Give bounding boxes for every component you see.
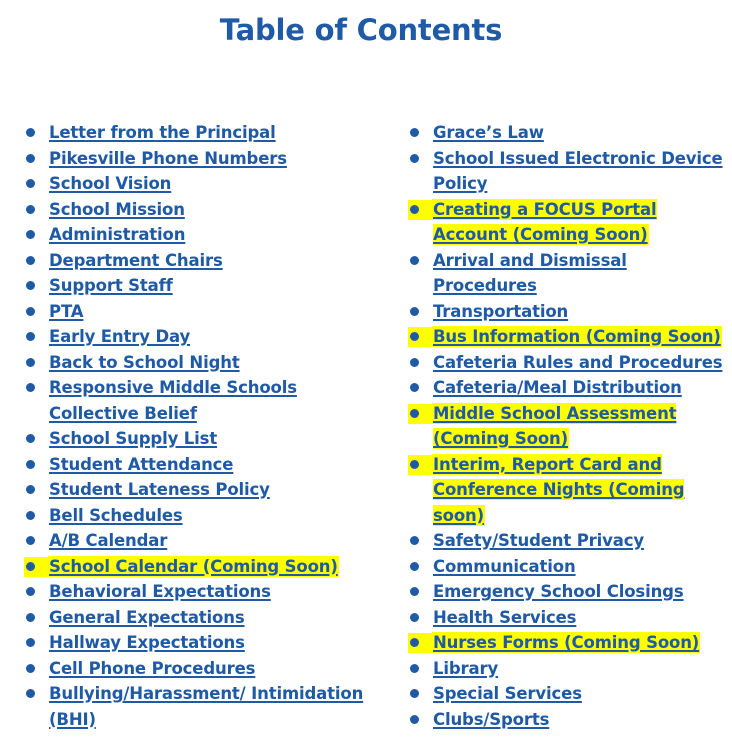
toc-item [24,605,364,631]
toc-item [24,299,364,325]
bullet-icon [26,179,35,188]
bullet-icon [26,664,35,673]
bullet-icon [26,613,35,622]
bullet-icon [26,587,35,596]
bullet-icon [410,383,419,392]
bullet-icon [410,536,419,545]
toc-link-cell-phone-procedures[interactable]: Cell Phone Procedures [49,658,256,678]
toc-item [24,248,364,274]
toc-link-back-to-school-night[interactable]: Back to School Night [49,352,240,372]
toc-link-pikesville-phone-numbers[interactable]: Pikesville Phone Numbers [49,148,287,168]
toc-link-safety-student-privacy[interactable]: Safety/Student Privacy [433,531,644,550]
toc-list-left [24,120,364,732]
bullet-icon [26,689,35,698]
toc-link-health-services[interactable]: Health Services [433,607,577,627]
toc-link-bullying-harassment-intimidation-bhi[interactable]: Bullying/Harassment/ Intimidation (BHI) [49,684,364,729]
toc-item [408,375,728,401]
toc-item [408,579,728,605]
toc-item [408,656,728,682]
toc-item [408,605,728,631]
toc-link-hallway-expectations[interactable]: Hallway Expectations [49,633,245,652]
bullet-icon [410,638,419,647]
toc-link-behavioral-expectations[interactable]: Behavioral Expectations [49,582,271,601]
toc-item [24,171,364,197]
toc-link-emergency-school-closings[interactable]: Emergency School Closings [433,582,684,601]
bullet-icon [410,332,419,341]
toc-item [408,452,728,529]
toc-item [24,146,364,172]
toc-item [24,273,364,299]
toc-link-middle-school-assessment-coming-soon[interactable]: Middle School Assessment (Coming Soon) [433,403,677,448]
bullet-icon [26,511,35,520]
toc-link-nurses-forms-coming-soon[interactable]: Nurses Forms (Coming Soon) [433,633,700,652]
toc-link-support-staff[interactable]: Support Staff [49,276,173,295]
toc-link-communication[interactable]: Communication [433,556,576,576]
bullet-icon [26,205,35,214]
bullet-icon [26,281,35,290]
bullet-icon [410,613,419,622]
toc-link-school-calendar-coming-soon[interactable]: School Calendar (Coming Soon) [49,556,338,576]
bullet-icon [410,358,419,367]
bullet-icon [26,230,35,239]
toc-item [24,452,364,478]
toc-link-responsive-middle-schools-collective-belief[interactable]: Responsive Middle Schools Collective Belief [49,378,297,423]
toc-link-arrival-and-dismissal-procedures[interactable]: Arrival and Dismissal Procedures [433,250,627,295]
bullet-icon [410,409,419,418]
toc-item [408,350,728,376]
bullet-icon [410,128,419,137]
bullet-icon [410,205,419,214]
toc-item [408,146,728,197]
bullet-icon [410,715,419,724]
toc-link-student-attendance[interactable]: Student Attendance [49,454,234,474]
toc-link-school-issued-electronic-device-policy[interactable]: School Issued Electronic Device Policy [433,148,723,193]
toc-link-transportation[interactable]: Transportation [433,301,569,321]
toc-item [408,120,728,146]
bullet-icon [410,256,419,265]
toc-item [24,579,364,605]
bullet-icon [26,307,35,316]
toc-link-cafeteria-rules-and-procedures[interactable]: Cafeteria Rules and Procedures [433,352,723,372]
toc-item [24,350,364,376]
page-title: Table of Contents [219,13,503,47]
toc-link-department-chairs[interactable]: Department Chairs [49,250,223,270]
toc-item [24,503,364,529]
toc-item [408,528,728,554]
toc-item [24,656,364,682]
toc-link-school-mission[interactable]: School Mission [49,199,185,219]
bullet-icon [26,256,35,265]
toc-item [24,528,364,554]
bullet-icon [26,154,35,163]
toc-link-school-supply-list[interactable]: School Supply List [49,429,218,448]
toc-item [24,554,364,580]
bullet-icon [410,154,419,163]
toc-link-library[interactable]: Library [433,658,499,678]
bullet-icon [410,587,419,596]
bullet-icon [26,638,35,647]
bullet-icon [410,460,419,469]
bullet-icon [26,485,35,494]
toc-item [24,197,364,223]
bullet-icon [26,383,35,392]
bullet-icon [26,358,35,367]
bullet-icon [26,332,35,341]
toc-item [408,248,728,299]
toc-link-general-expectations[interactable]: General Expectations [49,607,245,627]
toc-link-a-b-calendar[interactable]: A/B Calendar [49,531,168,550]
toc-item [24,426,364,452]
toc-link-creating-a-focus-portal-account-coming-soon[interactable]: Creating a FOCUS Portal Account (Coming Soon) [433,199,657,244]
bullet-icon [26,562,35,571]
toc-item [408,299,728,325]
toc-link-bus-information-coming-soon[interactable]: Bus Information (Coming Soon) [433,327,721,346]
bullet-icon [26,434,35,443]
toc-link-cafeteria-meal-distribution[interactable]: Cafeteria/Meal Distribution [433,378,682,397]
toc-link-pta[interactable]: PTA [49,301,84,321]
bullet-icon [410,689,419,698]
toc-item [24,375,364,426]
toc-item [408,707,728,733]
toc-item [408,324,728,350]
toc-link-interim-report-card-and-conference-nights-coming-soon[interactable]: Interim, Report Card and Conference Nights (Coming soon) [433,454,685,525]
toc-item [408,681,728,707]
toc-item [24,681,364,732]
toc-item [408,554,728,580]
toc-item [24,222,364,248]
toc-item [24,324,364,350]
toc-link-special-services[interactable]: Special Services [433,684,582,703]
toc-item [24,477,364,503]
bullet-icon [410,562,419,571]
bullet-icon [410,307,419,316]
toc-link-school-vision[interactable]: School Vision [49,174,172,193]
toc-link-administration[interactable]: Administration [49,225,186,244]
toc-item [408,401,728,452]
toc-link-early-entry-day[interactable]: Early Entry Day [49,327,191,346]
toc-item [24,630,364,656]
toc-list-right [408,120,728,732]
toc-item [408,197,728,248]
toc-link-student-lateness-policy[interactable]: Student Lateness Policy [49,480,270,499]
toc-link-clubs-sports[interactable]: Clubs/Sports [433,709,550,729]
bullet-icon [26,128,35,137]
bullet-icon [26,536,35,545]
bullet-icon [410,664,419,673]
toc-link-bell-schedules[interactable]: Bell Schedules [49,505,183,525]
toc-item [24,120,364,146]
toc-item [408,630,728,656]
toc-link-grace-s-law[interactable]: Grace’s Law [433,123,544,142]
toc-link-letter-from-the-principal[interactable]: Letter from the Principal [49,123,276,142]
bullet-icon [26,460,35,469]
